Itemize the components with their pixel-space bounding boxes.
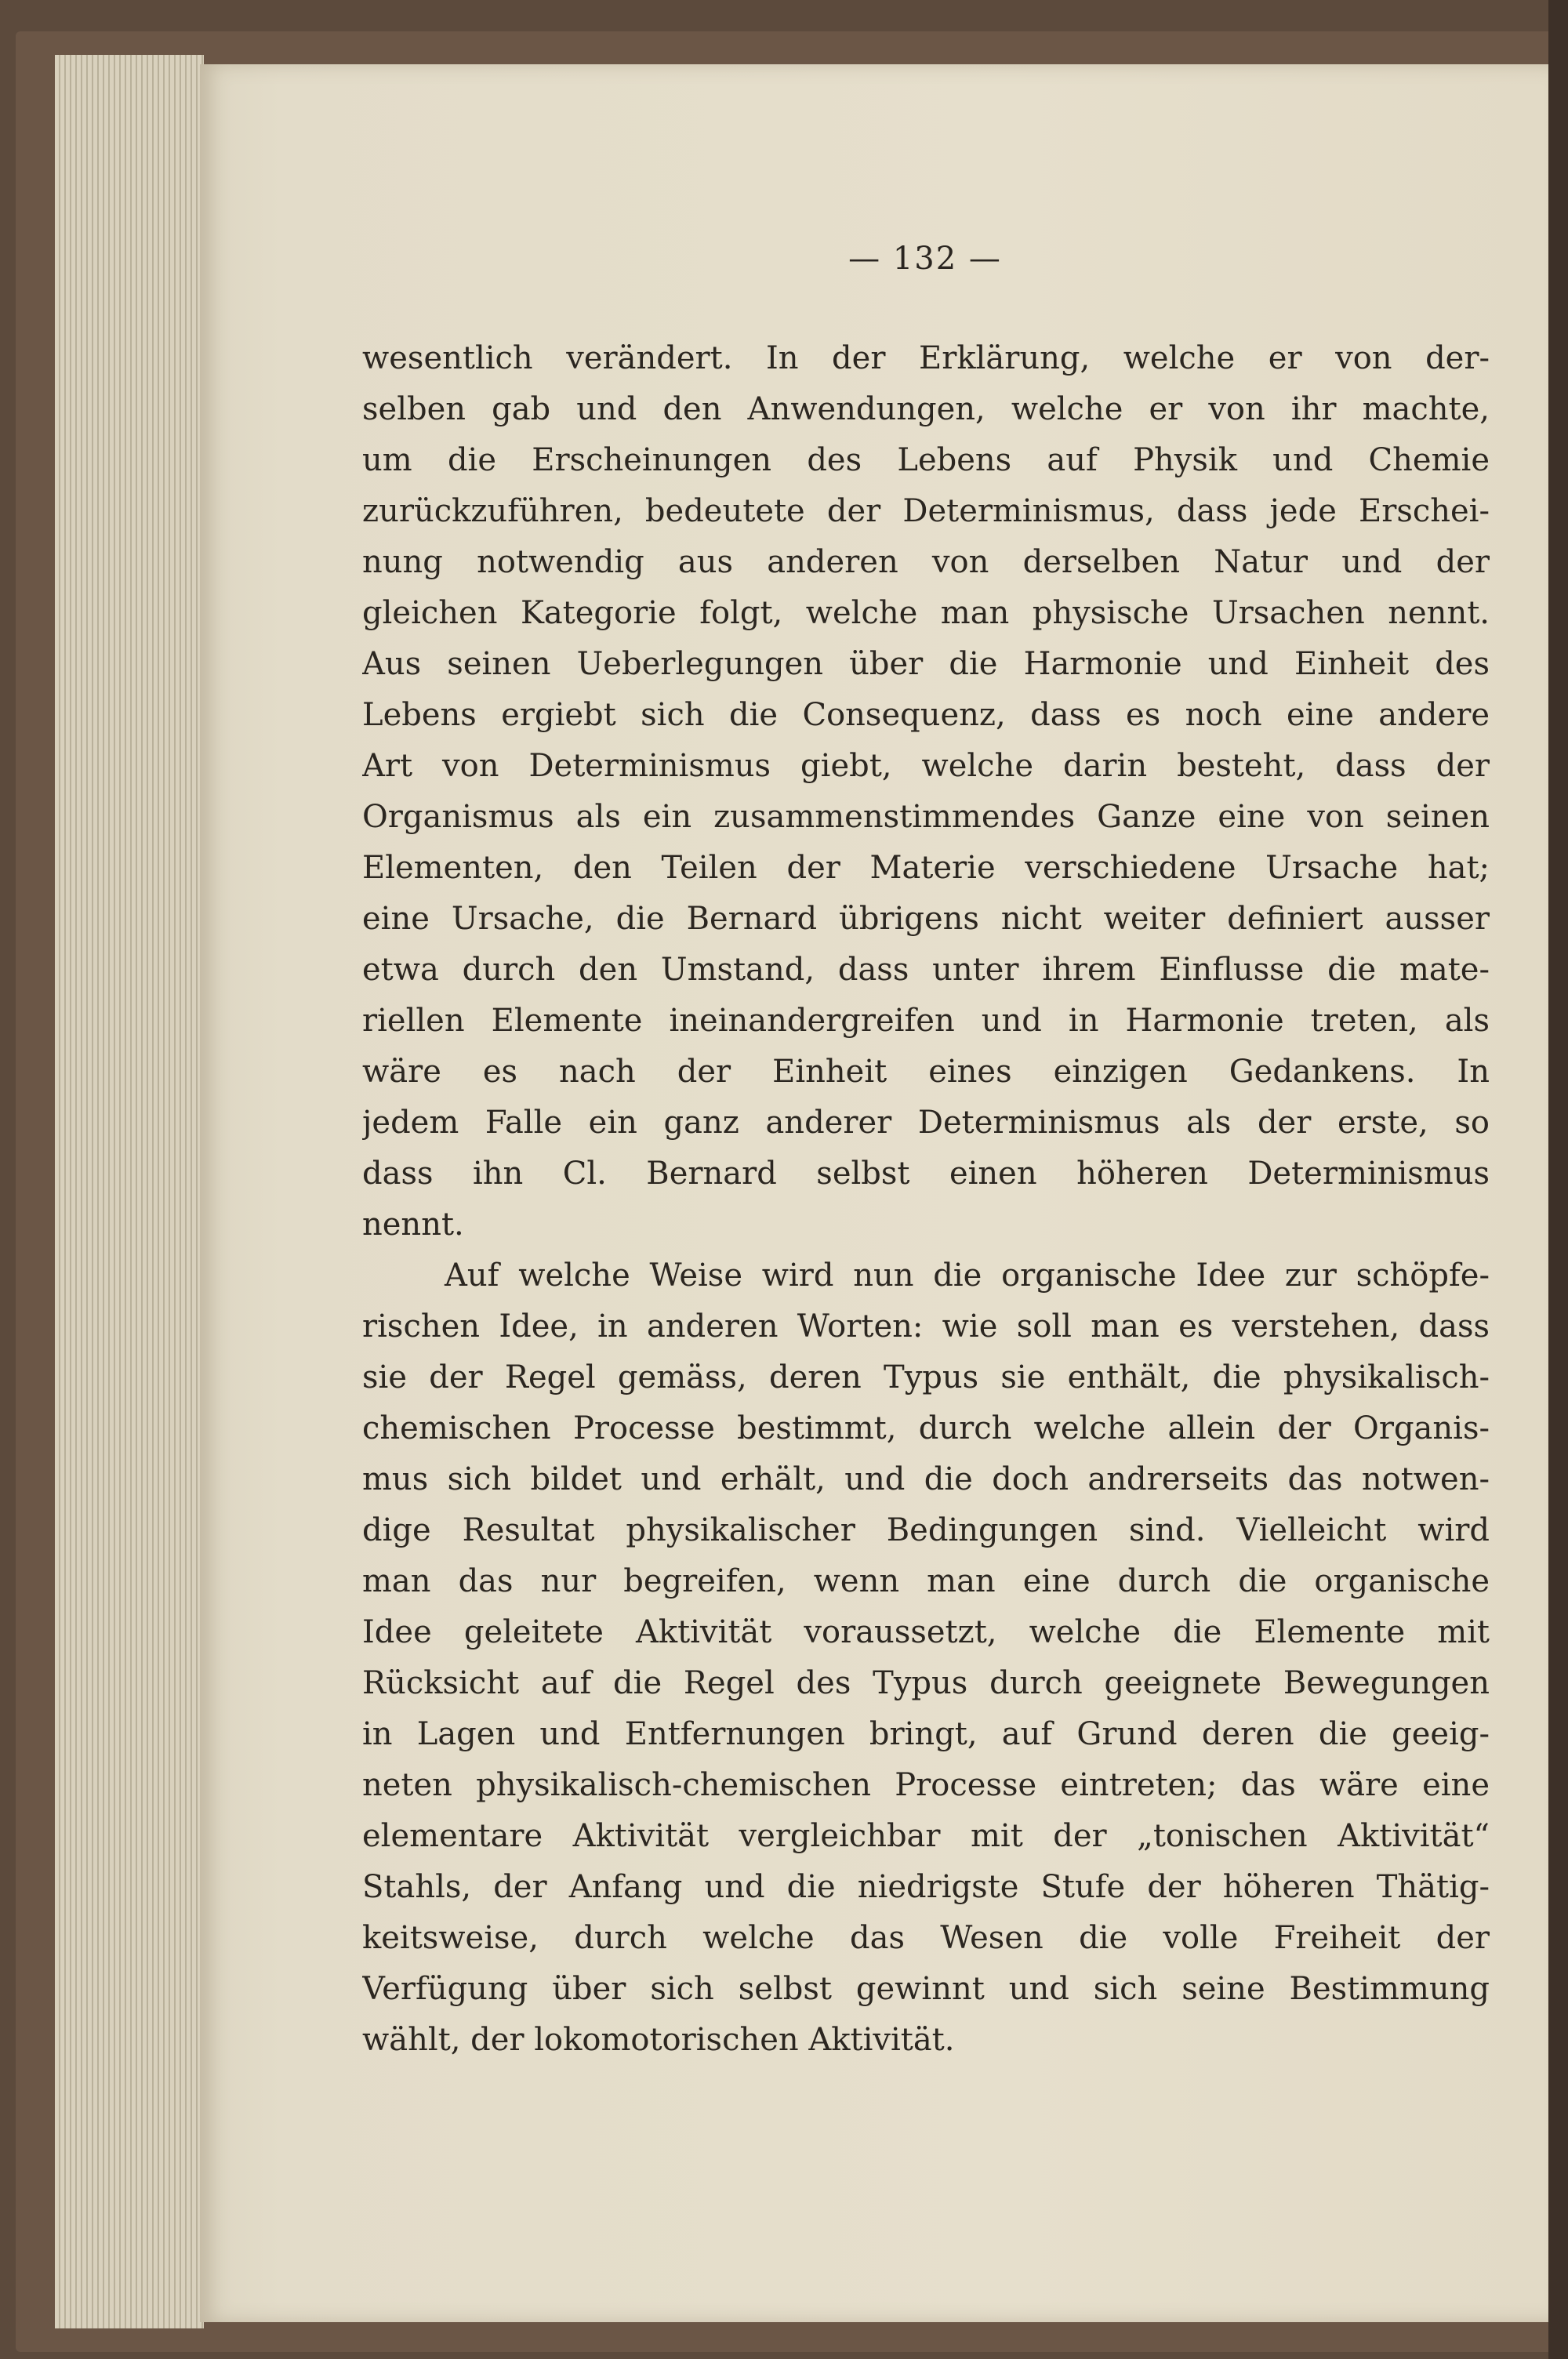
text-line: nung notwendig aus anderen von derselben Natur und der [362,544,1490,580]
text-line: jedem Falle ein ganz anderer Determinismus als der erste, so [362,1105,1490,1141]
text-line: gleichen Kategorie folgt, welche man physische Ursachen nennt. [362,595,1490,631]
paragraph [362,333,1490,1250]
text-line: sie der Regel gemäss, deren Typus sie enthält, die physikalisch- [362,1359,1490,1395]
text-line: Verfügung über sich selbst gewinnt und sich seine Bestimmung [362,1971,1490,2007]
text-line: zurückzuführen, bedeutete der Determinismus, dass jede Erschei- [362,493,1490,529]
text-line: wesentlich verändert. In der Erklärung, welche er von der- [362,340,1490,376]
text-line: dige Resultat physikalischer Bedingungen sind. Vielleicht wird [362,1512,1490,1548]
text-line: rischen Idee, in anderen Worten: wie soll man es verstehen, dass [362,1308,1490,1345]
text-line: mus sich bildet und erhält, und die doch andrerseits das notwen- [362,1461,1490,1497]
text-line: dass ihn Cl. Bernard selbst einen höheren Determinismus [362,1156,1490,1192]
text-line: chemischen Processe bestimmt, durch welche allein der Organis- [362,1410,1490,1446]
text-line: riellen Elemente ineinandergreifen und in Harmonie treten, als [362,1003,1490,1039]
text-line: Idee geleitete Aktivität voraussetzt, welche die Elemente mit [362,1614,1490,1650]
text-line: wählt, der lokomotorischen Aktivität. [362,2022,955,2058]
text-line: Rücksicht auf die Regel des Typus durch geeignete Bewegungen [362,1665,1490,1701]
text-line: Elementen, den Teilen der Materie verschiedene Ursache hat; [362,850,1490,886]
binding-edge [1548,0,1568,2359]
text-line: Lebens ergiebt sich die Consequenz, dass es noch eine andere [362,697,1490,733]
text-line: selben gab und den Anwendungen, welche er von ihr machte, [362,391,1490,427]
text-line: eine Ursache, die Bernard übrigens nicht weiter definiert ausser [362,901,1490,937]
text-line: Organismus als ein zusammenstimmendes Ganze eine von seinen [362,799,1490,835]
text-line: Art von Determinismus giebt, welche darin besteht, dass der [362,748,1490,784]
text-line: Aus seinen Ueberlegungen über die Harmonie und Einheit des [362,646,1490,682]
text-line: Auf welche Weise wird nun die organische Idee zur schöpfe- [445,1258,1490,1294]
page-header [0,235,1568,282]
text-line: etwa durch den Umstand, dass unter ihrem Einflusse die mate- [362,952,1490,988]
text-line: elementare Aktivität vergleichbar mit der „tonischen Aktivität“ [362,1818,1490,1854]
page-number: — 132 — [848,241,1002,277]
body-text [362,333,1490,2066]
text-line: Stahls, der Anfang und die niedrigste Stufe der höheren Thätig- [362,1869,1490,1905]
text-line: neten physikalisch-chemischen Processe eintreten; das wäre eine [362,1767,1490,1803]
text-line: man das nur begreifen, wenn man eine durch die organische [362,1563,1490,1599]
paragraph [362,1250,1490,2066]
text-line: keitsweise, durch welche das Wesen die volle Freiheit der [362,1920,1490,1956]
page-stack-edges [55,55,204,2328]
text-line: nennt. [362,1207,464,1243]
text-line: um die Erscheinungen des Lebens auf Physik und Chemie [362,442,1490,478]
text-line: wäre es nach der Einheit eines einzigen Gedankens. In [362,1054,1490,1090]
text-line: in Lagen und Entfernungen bringt, auf Grund deren die geeig- [362,1716,1490,1752]
